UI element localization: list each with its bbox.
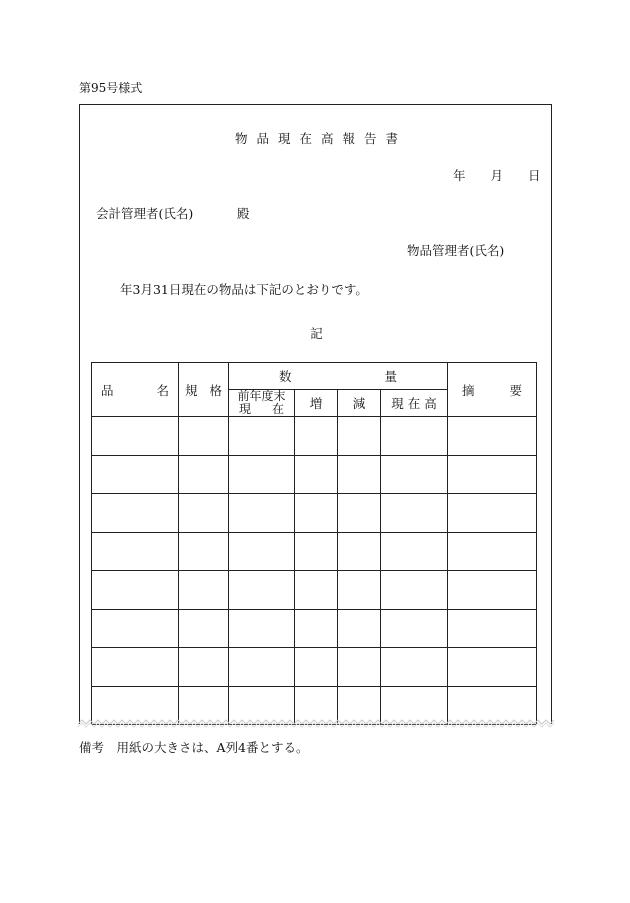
table-cell <box>381 417 448 456</box>
table-cell <box>92 609 179 648</box>
header-quantity: 数 量 <box>229 363 448 390</box>
table-row <box>92 455 537 494</box>
table-cell <box>295 417 338 456</box>
report-frame <box>79 104 552 724</box>
table-row <box>92 417 537 456</box>
table-cell <box>381 455 448 494</box>
table-cell <box>295 571 338 610</box>
table-cell <box>179 648 229 687</box>
table-cell <box>338 609 381 648</box>
table-cell <box>229 417 295 456</box>
date-day: 日 <box>528 168 541 183</box>
header-current: 現 在 高 <box>381 390 448 417</box>
table-cell <box>448 648 537 687</box>
report-title: 物品現在高報告書 <box>234 131 407 146</box>
table-cell <box>295 648 338 687</box>
header-previous-year: 前年度末 現 在 <box>229 390 295 417</box>
table-cell <box>295 609 338 648</box>
table-row <box>92 609 537 648</box>
table-row <box>92 494 537 533</box>
torn-edge <box>78 717 554 729</box>
table-cell <box>295 532 338 571</box>
table-cell <box>92 571 179 610</box>
table-cell <box>229 609 295 648</box>
header-remarks: 摘 要 <box>448 363 537 417</box>
table-cell <box>229 455 295 494</box>
table-cell <box>179 609 229 648</box>
note: 備考 用紙の大きさは、A列4番とする。 <box>79 740 309 755</box>
table-cell <box>448 494 537 533</box>
date-year: 年 <box>453 168 466 183</box>
ki-heading: 記 <box>310 326 323 341</box>
table-row <box>92 571 537 610</box>
table-cell <box>229 532 295 571</box>
addressee-honorific: 殿 <box>237 206 250 221</box>
table-cell <box>179 494 229 533</box>
table-cell <box>448 455 537 494</box>
table-cell <box>381 494 448 533</box>
table-cell <box>179 455 229 494</box>
table-cell <box>92 455 179 494</box>
table-cell <box>92 532 179 571</box>
table-cell <box>179 532 229 571</box>
date-line <box>453 166 541 184</box>
header-decrease: 減 <box>338 390 381 417</box>
table-cell <box>179 417 229 456</box>
statement: 年3月31日現在の物品は下記のとおりです。 <box>120 282 368 297</box>
table-cell <box>179 571 229 610</box>
table-cell <box>338 455 381 494</box>
addressee-label: 会計管理者(氏名) <box>96 206 194 221</box>
table-cell <box>381 571 448 610</box>
table-cell <box>229 648 295 687</box>
table-cell <box>448 609 537 648</box>
table-cell <box>338 648 381 687</box>
table-cell <box>381 609 448 648</box>
table-cell <box>338 494 381 533</box>
table-row <box>92 532 537 571</box>
table-row <box>92 648 537 687</box>
reporter-label: 物品管理者(氏名) <box>407 243 505 258</box>
table-cell <box>381 648 448 687</box>
table-cell <box>448 532 537 571</box>
table-cell <box>338 532 381 571</box>
form-number: 第95号様式 <box>79 81 143 95</box>
table-cell <box>92 417 179 456</box>
header-item-name: 品 名 <box>92 363 179 417</box>
table-cell <box>338 417 381 456</box>
table-cell <box>295 455 338 494</box>
table-cell <box>229 494 295 533</box>
date-month: 月 <box>490 168 504 183</box>
table-cell <box>381 532 448 571</box>
table-cell <box>92 494 179 533</box>
table-cell <box>338 571 381 610</box>
table-cell <box>448 417 537 456</box>
table-cell <box>448 571 537 610</box>
table-cell <box>92 648 179 687</box>
table-cell <box>229 571 295 610</box>
table-cell <box>295 494 338 533</box>
items-table <box>91 362 537 725</box>
header-increase: 増 <box>295 390 338 417</box>
header-spec: 規 格 <box>179 363 229 417</box>
